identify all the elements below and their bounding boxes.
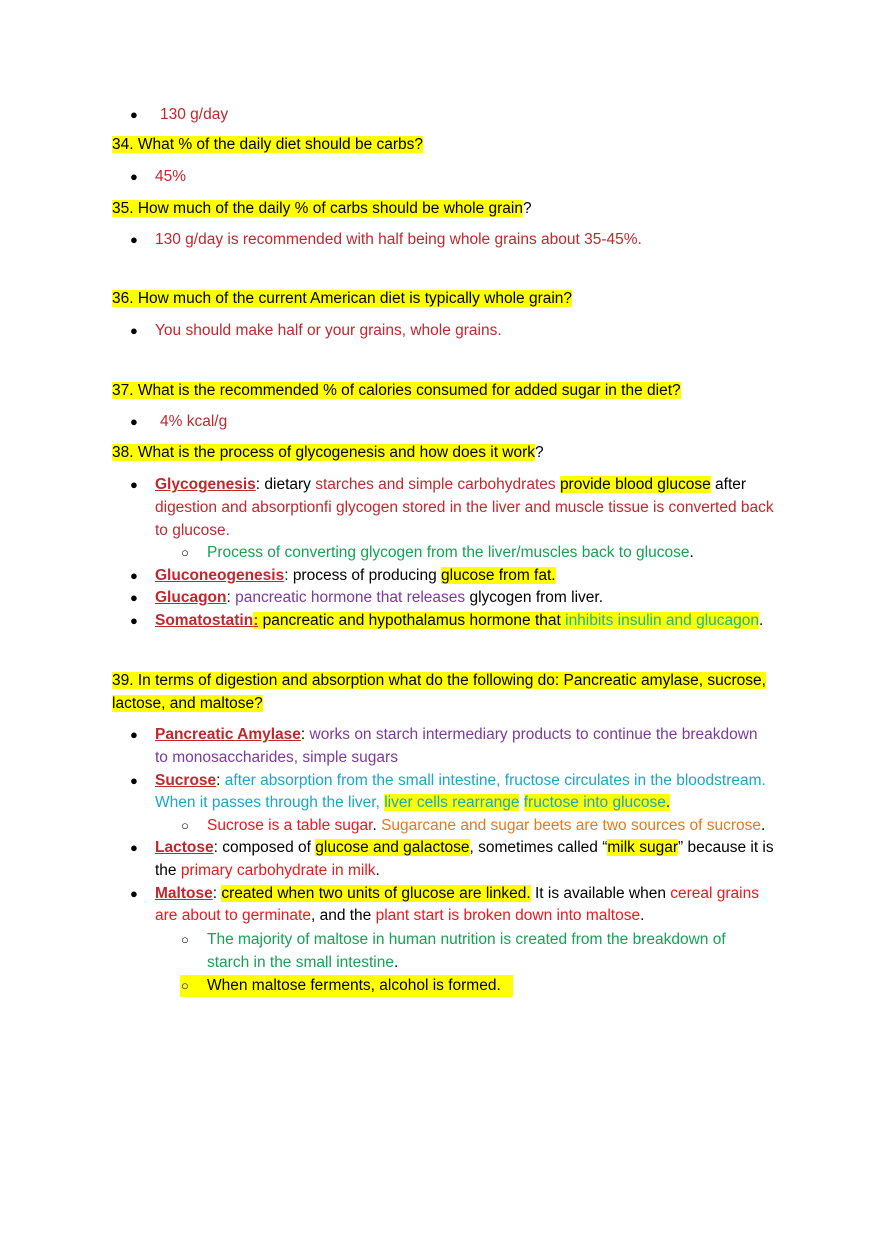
- glycogenesis-line2: digestion and absorptionfi glycogen stored in the liver and muscle tissue is converted back: [155, 499, 774, 516]
- q34-question: 34. What % of the daily diet should be carbs?: [112, 136, 424, 153]
- q38-question: 38. What is the process of glycogenesis and how does it work?: [112, 444, 544, 461]
- sub-bullet-circle: ○: [181, 932, 189, 947]
- term-glycogenesis: Glycogenesis: [155, 476, 256, 493]
- somatostatin-item: Somatostatin: pancreatic and hypothalamus hormone that inhibits insulin and glucagon.: [155, 612, 764, 629]
- amylase-line2: to monosaccharides, simple sugars: [155, 749, 398, 766]
- maltose-sub2: When maltose ferments, alcohol is formed.: [207, 977, 506, 994]
- q39-question-line1: 39. In terms of digestion and absorption what do the following do: Pancreatic amylase, sucrose,: [112, 672, 766, 689]
- amylase-item: Pancreatic Amylase: works on starch intermediary products to continue the breakdown: [155, 726, 758, 743]
- q37-question: 37. What is the recommended % of calories consumed for added sugar in the diet?: [112, 382, 681, 399]
- q36-answer: You should make half or your grains, whole grains.: [155, 322, 502, 339]
- maltose-item: Maltose: created when two units of glucose are linked. It is available when cereal grains: [155, 885, 759, 902]
- bullet-dot: ●: [130, 613, 138, 628]
- sucrose-item: Sucrose: after absorption from the small intestine, fructose circulates in the bloodstream.: [155, 772, 766, 789]
- q36-question: 36. How much of the current American diet is typically whole grain?: [112, 290, 573, 307]
- lactose-line2: the primary carbohydrate in milk.: [155, 862, 380, 879]
- q37-answer: 4% kcal/g: [160, 413, 228, 430]
- bullet-dot: ●: [130, 886, 138, 901]
- q39-question-line2: lactose, and maltose?: [112, 695, 263, 712]
- q33-answer: 130 g/day: [160, 106, 229, 123]
- gluconeogenesis-item: Gluconeogenesis: process of producing glucose from fat.: [155, 567, 556, 584]
- bullet-dot: ●: [130, 568, 138, 583]
- q35-question: 35. How much of the daily % of carbs should be whole grain?: [112, 200, 532, 217]
- sucrose-sub: Sucrose is a table sugar. Sugarcane and sugar beets are two sources of sucrose.: [207, 817, 766, 834]
- bullet-dot: ●: [130, 232, 138, 247]
- q35-answer: 130 g/day is recommended with half being whole grains about 35-45%.: [155, 231, 642, 248]
- bullet-dot: ●: [130, 169, 138, 184]
- sub-bullet-circle: ○: [181, 818, 189, 833]
- glycogenesis-item: Glycogenesis: dietary starches and simple carbohydrates provide blood glucose after: [155, 476, 747, 493]
- sub-bullet-circle: ○: [181, 545, 189, 560]
- maltose-sub1-line1: The majority of maltose in human nutrition is created from the breakdown of: [207, 931, 726, 948]
- term-gluconeogenesis: Gluconeogenesis: [155, 567, 285, 584]
- term-lactose: Lactose: [155, 839, 214, 856]
- bullet-dot: ●: [130, 477, 138, 492]
- term-sucrose: Sucrose: [155, 772, 217, 789]
- bullet-dot: ●: [130, 107, 138, 122]
- term-glucagon: Glucagon: [155, 589, 227, 606]
- bullet-dot: ●: [130, 727, 138, 742]
- sub-bullet-circle: ○: [181, 978, 189, 993]
- q34-answer: 45%: [155, 168, 187, 185]
- bullet-dot: ●: [130, 414, 138, 429]
- glycogenesis-sub: Process of converting glycogen from the liver/muscles back to glucose.: [207, 544, 694, 561]
- glycogenesis-line3: to glucose.: [155, 522, 230, 539]
- lactose-item: Lactose: composed of glucose and galactose, sometimes called “milk sugar” because it is: [155, 839, 774, 856]
- term-maltose: Maltose: [155, 885, 213, 902]
- bullet-dot: ●: [130, 590, 138, 605]
- glucagon-item: Glucagon: pancreatic hormone that releases glycogen from liver.: [155, 589, 604, 606]
- maltose-line2: are about to germinate, and the plant start is broken down into maltose.: [155, 907, 645, 924]
- term-somatostatin: Somatostatin: [155, 612, 254, 629]
- bullet-dot: ●: [130, 323, 138, 338]
- bullet-dot: ●: [130, 840, 138, 855]
- bullet-dot: ●: [130, 773, 138, 788]
- maltose-sub1-line2: starch in the small intestine.: [207, 954, 399, 971]
- term-pancreatic-amylase: Pancreatic Amylase: [155, 726, 301, 743]
- sucrose-line2: When it passes through the liver, liver cells rearrange fructose into glucose.: [155, 794, 671, 811]
